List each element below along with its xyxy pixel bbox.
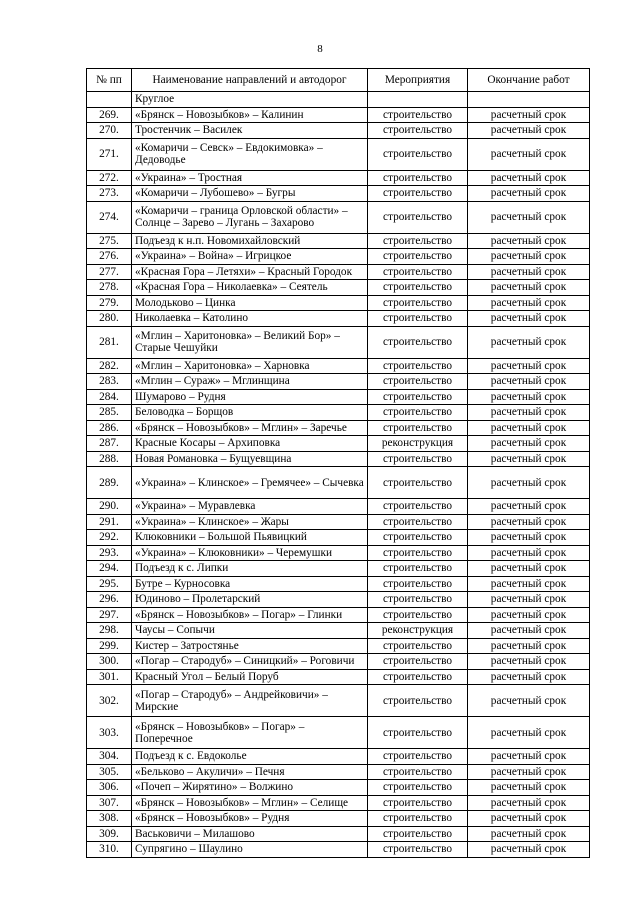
row-number: 304. (87, 749, 132, 765)
row-completion: расчетный срок (468, 233, 590, 249)
table-row (87, 795, 590, 811)
header-activity: Мероприятия (368, 69, 468, 92)
header-road-name: Наименование направлений и автодорог (132, 69, 368, 92)
road-name: Супрягино – Шаулино (132, 842, 368, 858)
table-row (87, 295, 590, 311)
row-completion: расчетный срок (468, 561, 590, 577)
row-completion: расчетный срок (468, 811, 590, 827)
row-activity: строительство (368, 358, 468, 374)
road-name: Круглое (132, 92, 368, 108)
table-row (87, 561, 590, 577)
table-row (87, 451, 590, 467)
table-row (87, 607, 590, 623)
table-row (87, 405, 590, 421)
road-name: Бутре – Курносовка (132, 576, 368, 592)
row-activity: строительство (368, 374, 468, 390)
row-completion: расчетный срок (468, 186, 590, 202)
row-number: 303. (87, 717, 132, 749)
road-name: Подъезд к н.п. Новомихайловский (132, 233, 368, 249)
road-name: «Брянск – Новозыбков» – Рудня (132, 811, 368, 827)
table-row (87, 389, 590, 405)
road-name: «Украина» – Клюковники» – Черемушки (132, 545, 368, 561)
row-activity: строительство (368, 186, 468, 202)
table-row (87, 170, 590, 186)
table-row (87, 280, 590, 296)
table-row (87, 467, 590, 499)
row-activity: строительство (368, 405, 468, 421)
road-name: «Почеп – Жирятино» – Волжино (132, 780, 368, 796)
table-body (87, 92, 590, 858)
row-number: 306. (87, 780, 132, 796)
table-row (87, 811, 590, 827)
row-activity: строительство (368, 107, 468, 123)
table-row (87, 326, 590, 358)
table-row (87, 780, 590, 796)
row-activity: строительство (368, 811, 468, 827)
table-row (87, 201, 590, 233)
row-number: 278. (87, 280, 132, 296)
row-completion: расчетный срок (468, 654, 590, 670)
road-name: Васьковичи – Милашово (132, 826, 368, 842)
row-activity: строительство (368, 123, 468, 139)
row-number: 310. (87, 842, 132, 858)
table-row (87, 249, 590, 265)
road-name: «Брянск – Новозыбков» – Погар» – Поперечное (132, 717, 368, 749)
row-completion: расчетный срок (468, 295, 590, 311)
header-row (87, 69, 590, 92)
row-number: 307. (87, 795, 132, 811)
row-completion: расчетный срок (468, 264, 590, 280)
row-activity: строительство (368, 467, 468, 499)
road-name: Тростенчик – Василек (132, 123, 368, 139)
table-row (87, 826, 590, 842)
table-row (87, 186, 590, 202)
row-number: 275. (87, 233, 132, 249)
row-completion: расчетный срок (468, 592, 590, 608)
table-row (87, 233, 590, 249)
row-number: 299. (87, 638, 132, 654)
row-number: 295. (87, 576, 132, 592)
row-completion: расчетный срок (468, 374, 590, 390)
row-activity: строительство (368, 264, 468, 280)
row-number: 305. (87, 764, 132, 780)
table-row (87, 669, 590, 685)
row-activity: строительство (368, 138, 468, 170)
road-name: «Брянск – Новозыбков» – Мглин» – Заречье (132, 420, 368, 436)
road-name: «Мглин – Харитоновка» – Великий Бор» – Старые Чешуйки (132, 326, 368, 358)
row-number: 286. (87, 420, 132, 436)
road-name: Молодьково – Цинка (132, 295, 368, 311)
row-activity: строительство (368, 607, 468, 623)
road-name: Подъезд к с. Липки (132, 561, 368, 577)
road-name: «Украина» – Война» – Игрицкое (132, 249, 368, 265)
row-number: 296. (87, 592, 132, 608)
road-name: «Комаричи – Севск» – Евдокимовка» – Дедоводье (132, 138, 368, 170)
row-activity: строительство (368, 780, 468, 796)
row-number: 274. (87, 201, 132, 233)
road-name: «Комаричи – Лубошево» – Бугры (132, 186, 368, 202)
road-name: Клюковники – Большой Пьявицкий (132, 530, 368, 546)
row-completion: расчетный срок (468, 576, 590, 592)
row-completion: расчетный срок (468, 717, 590, 749)
row-activity: строительство (368, 654, 468, 670)
row-completion: расчетный срок (468, 842, 590, 858)
table-row (87, 764, 590, 780)
row-completion: расчетный срок (468, 530, 590, 546)
road-name: «Брянск – Новозыбков» – Мглин» – Селище (132, 795, 368, 811)
row-completion: расчетный срок (468, 623, 590, 639)
row-number: 271. (87, 138, 132, 170)
row-number: 301. (87, 669, 132, 685)
road-name: Красные Косары – Архиповка (132, 436, 368, 452)
row-number: 290. (87, 499, 132, 515)
row-number: 308. (87, 811, 132, 827)
row-completion: расчетный срок (468, 280, 590, 296)
row-number: 269. (87, 107, 132, 123)
row-activity: строительство (368, 669, 468, 685)
row-activity: строительство (368, 201, 468, 233)
table-row (87, 654, 590, 670)
road-name: Кистер – Затростянье (132, 638, 368, 654)
table-row (87, 138, 590, 170)
road-name: Николаевка – Католино (132, 311, 368, 327)
road-name: Красный Угол – Белый Поруб (132, 669, 368, 685)
row-activity: строительство (368, 280, 468, 296)
table-row (87, 638, 590, 654)
row-completion: расчетный срок (468, 607, 590, 623)
table-row (87, 576, 590, 592)
row-completion: расчетный срок (468, 467, 590, 499)
row-number: 309. (87, 826, 132, 842)
row-number: 289. (87, 467, 132, 499)
row-activity: строительство (368, 685, 468, 717)
road-name: «Украина» – Тростная (132, 170, 368, 186)
row-completion: расчетный срок (468, 826, 590, 842)
row-activity: строительство (368, 749, 468, 765)
table-row (87, 685, 590, 717)
row-activity: строительство (368, 576, 468, 592)
row-completion: расчетный срок (468, 358, 590, 374)
row-completion: расчетный срок (468, 311, 590, 327)
row-activity: строительство (368, 451, 468, 467)
row-activity: строительство (368, 514, 468, 530)
row-number: 288. (87, 451, 132, 467)
row-activity: строительство (368, 295, 468, 311)
row-completion: расчетный срок (468, 795, 590, 811)
row-activity: строительство (368, 795, 468, 811)
row-completion: расчетный срок (468, 201, 590, 233)
road-name: Новая Романовка – Бущуевщина (132, 451, 368, 467)
table-row (87, 499, 590, 515)
row-activity: строительство (368, 545, 468, 561)
table-row (87, 514, 590, 530)
row-activity: строительство (368, 311, 468, 327)
road-name: «Мглин – Сураж» – Мглинщина (132, 374, 368, 390)
row-number: 279. (87, 295, 132, 311)
row-number: 282. (87, 358, 132, 374)
row-number: 283. (87, 374, 132, 390)
row-completion: расчетный срок (468, 389, 590, 405)
road-name: «Брянск – Новозыбков» – Погар» – Глинки (132, 607, 368, 623)
row-completion: расчетный срок (468, 249, 590, 265)
row-number: 272. (87, 170, 132, 186)
row-completion: расчетный срок (468, 780, 590, 796)
row-activity: реконструкция (368, 623, 468, 639)
page-number: 8 (317, 43, 323, 55)
table-row (87, 717, 590, 749)
road-name: «Украина» – Клинское» – Гремячее» – Сычевка (132, 467, 368, 499)
row-completion: расчетный срок (468, 123, 590, 139)
row-activity: строительство (368, 826, 468, 842)
row-number: 298. (87, 623, 132, 639)
row-number: 273. (87, 186, 132, 202)
row-number: 285. (87, 405, 132, 421)
row-number (87, 92, 132, 108)
row-completion: расчетный срок (468, 499, 590, 515)
row-number: 292. (87, 530, 132, 546)
row-completion: расчетный срок (468, 420, 590, 436)
header-number: № пп (87, 69, 132, 92)
row-completion: расчетный срок (468, 107, 590, 123)
row-activity: строительство (368, 764, 468, 780)
table-row (87, 374, 590, 390)
table-row (87, 842, 590, 858)
row-activity (368, 92, 468, 108)
row-number: 294. (87, 561, 132, 577)
row-completion: расчетный срок (468, 170, 590, 186)
row-completion: расчетный срок (468, 436, 590, 452)
road-name: «Комаричи – граница Орловской области» – Солнце – Зарево – Лугань – Захарово (132, 201, 368, 233)
table-row (87, 749, 590, 765)
road-name: «Украина» – Клинское» – Жары (132, 514, 368, 530)
header-completion: Окончание работ (468, 69, 590, 92)
table-row (87, 92, 590, 108)
row-completion: расчетный срок (468, 669, 590, 685)
road-name: «Погар – Стародуб» – Андрейковичи» – Мирские (132, 685, 368, 717)
table-header (87, 69, 590, 92)
row-activity: строительство (368, 389, 468, 405)
row-completion: расчетный срок (468, 638, 590, 654)
road-name: Юдиново – Пролетарский (132, 592, 368, 608)
table-row (87, 311, 590, 327)
table-row (87, 545, 590, 561)
row-completion: расчетный срок (468, 138, 590, 170)
row-activity: строительство (368, 592, 468, 608)
row-activity: строительство (368, 561, 468, 577)
row-completion: расчетный срок (468, 685, 590, 717)
row-completion: расчетный срок (468, 451, 590, 467)
row-completion: расчетный срок (468, 405, 590, 421)
row-completion (468, 92, 590, 108)
road-name: «Мглин – Харитоновка» – Харновка (132, 358, 368, 374)
road-name: «Красная Гора – Летяхи» – Красный Городок (132, 264, 368, 280)
road-name: «Бельково – Акуличи» – Печня (132, 764, 368, 780)
row-activity: строительство (368, 233, 468, 249)
road-name: Шумарово – Рудня (132, 389, 368, 405)
road-name: «Украина» – Муравлевка (132, 499, 368, 515)
table-row (87, 436, 590, 452)
road-name: «Брянск – Новозыбков» – Калинин (132, 107, 368, 123)
row-activity: строительство (368, 638, 468, 654)
row-activity: строительство (368, 326, 468, 358)
roads-table (86, 68, 590, 858)
table-row (87, 107, 590, 123)
table-row (87, 530, 590, 546)
row-completion: расчетный срок (468, 749, 590, 765)
row-completion: расчетный срок (468, 326, 590, 358)
row-number: 270. (87, 123, 132, 139)
row-completion: расчетный срок (468, 545, 590, 561)
row-number: 284. (87, 389, 132, 405)
road-name: Чаусы – Сопычи (132, 623, 368, 639)
table-row (87, 592, 590, 608)
row-number: 281. (87, 326, 132, 358)
row-activity: строительство (368, 842, 468, 858)
road-name: Подъезд к с. Евдоколье (132, 749, 368, 765)
row-number: 287. (87, 436, 132, 452)
row-completion: расчетный срок (468, 514, 590, 530)
row-number: 291. (87, 514, 132, 530)
row-number: 280. (87, 311, 132, 327)
row-activity: строительство (368, 530, 468, 546)
road-name: «Погар – Стародуб» – Синицкий» – Роговичи (132, 654, 368, 670)
table-row (87, 623, 590, 639)
table-row (87, 123, 590, 139)
road-name: Беловодка – Борщов (132, 405, 368, 421)
table-row (87, 420, 590, 436)
row-activity: строительство (368, 170, 468, 186)
row-number: 293. (87, 545, 132, 561)
table-row (87, 358, 590, 374)
table-row (87, 264, 590, 280)
row-number: 300. (87, 654, 132, 670)
row-number: 297. (87, 607, 132, 623)
row-number: 302. (87, 685, 132, 717)
row-number: 277. (87, 264, 132, 280)
road-name: «Красная Гора – Николаевка» – Сеятель (132, 280, 368, 296)
row-activity: строительство (368, 420, 468, 436)
row-activity: строительство (368, 499, 468, 515)
row-number: 276. (87, 249, 132, 265)
row-completion: расчетный срок (468, 764, 590, 780)
row-activity: реконструкция (368, 436, 468, 452)
row-activity: строительство (368, 717, 468, 749)
row-activity: строительство (368, 249, 468, 265)
